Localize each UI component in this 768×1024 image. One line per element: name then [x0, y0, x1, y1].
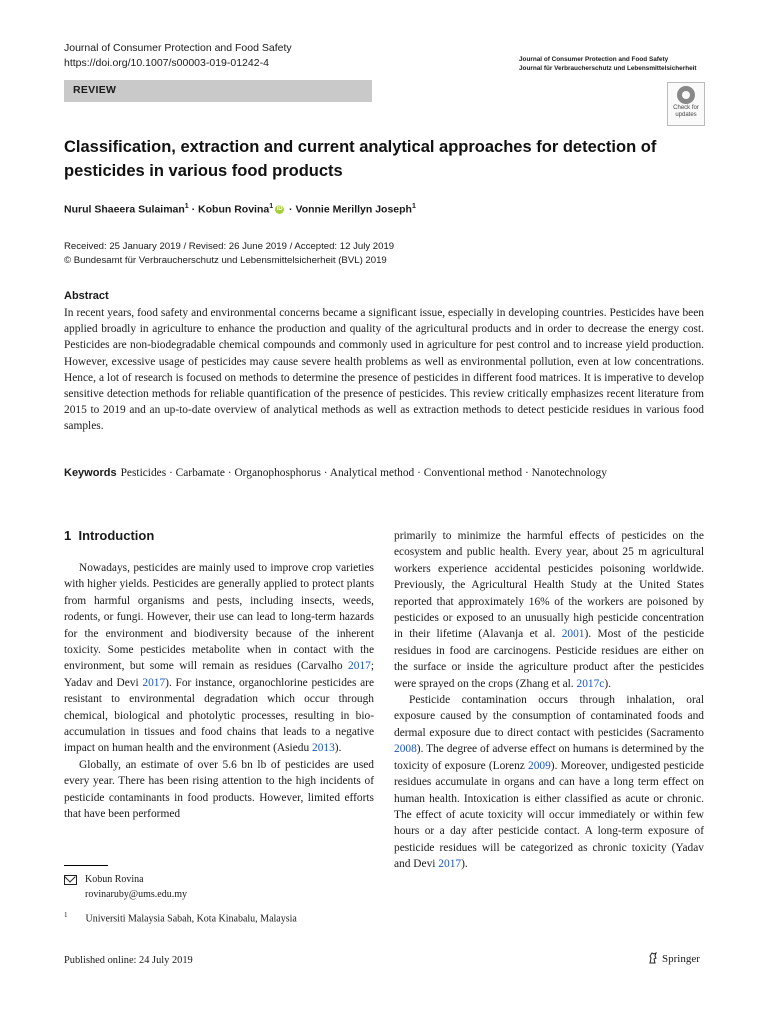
citation-link[interactable]: 2017: [142, 676, 166, 689]
paragraph: Nowadays, pesticides are mainly used to improve crop varieties with higher yields. Pesticides are generally applied to protect plants from harmful organisms and pests, including insects, weeds, rodents, or fungi. However, their use can lead to long-term hazards for the environment and biodiversity because of the inherent toxicity. Some pesticides metabolite when in contact with the environment, but some will remain as residues (Carvalho 2017; Yadav and Devi 2017). For instance, organochlorine pesticides are resistant to environmental degradation which occur through chemical, biological and photolytic processes, resulting in bio-accumulation in tissues and food chains that leads to a negative impact on human health and the environment (Asiedu 2013).: [64, 562, 375, 755]
citation-link[interactable]: 2017: [438, 858, 462, 871]
check-for-updates-badge[interactable]: [667, 82, 705, 126]
author-name[interactable]: Vonnie Merillyn Joseph: [295, 203, 412, 216]
author-list: [64, 203, 416, 216]
author-name[interactable]: Kobun Rovina: [198, 203, 270, 216]
affiliation-marker: 1: [269, 203, 274, 210]
author-separator: ·: [286, 203, 296, 216]
journal-header-right: [519, 55, 697, 73]
article-history: Received: 25 January 2019 / Revised: 26 June 2019 / Accepted: 12 July 2019: [64, 241, 395, 252]
published-online: Published online: 24 July 2019: [64, 955, 193, 966]
article-dates: [64, 240, 394, 268]
crossmark-icon: [677, 86, 695, 104]
journal-header-line1: Journal of Consumer Protection and Food Safety: [519, 56, 669, 63]
doi-link[interactable]: https://doi.org/10.1007/s00003-019-01242-4: [64, 57, 269, 69]
keywords-list: Pesticides · Carbamate · Organophosphorus · Analytical method · Conventional method · Nanotechnology: [120, 467, 607, 479]
paragraph: primarily to minimize the harmful effects of pesticides on the ecosystem and public health. Every year, about 25 m agricultural workers experience accidental pesticides poisoning worldwide. Previously, the Agricultural Health Study at the United States reported that approximately 16% of the workers are poisoned by pesticides or exposed to an unusually high pesticide concentration in their lifetime (Alavanja et al. 2001). Most of the pesticide residues in food are carcinogens. Pesticide residues are either on the surface or inside the agriculture product after the pesticides were sprayed on the crops (Zhang et al. 2017c).: [394, 530, 704, 690]
citation-link[interactable]: 2017: [348, 660, 371, 673]
journal-info: [64, 41, 292, 71]
citation-link[interactable]: 2008: [394, 743, 417, 756]
keywords: [64, 467, 607, 479]
author-separator: ·: [188, 203, 199, 216]
affiliation-marker: 1: [411, 203, 416, 210]
affiliation-number: 1: [64, 911, 68, 919]
affiliation-text: Universiti Malaysia Sabah, Kota Kinabalu, Malaysia: [85, 913, 297, 925]
section-heading: [64, 528, 154, 543]
corresponding-author-name: Kobun Rovina: [85, 874, 144, 885]
paragraph: Pesticide contamination occurs through inhalation, oral exposure caused by the consumption of contaminated foods and dermal exposure due to direct contact with pesticides (Sacramento 2008). The degree of adverse effect on humans is determined by the toxicity of exposure (Lorenz 2009). Moreover, undigested pesticide residues accumulate in organs and can have a long term effect on human health. Intoxication is either classified as acute or chronic. The effect of acute toxicity will occur immediately or within few hours or a day after pesticide contact. A long-term exposure of pesticide residues will be categorized as chronic toxicity (Yadav and Devi 2017).: [394, 694, 704, 871]
footnote-divider: [64, 865, 108, 866]
article-type-label: REVIEW: [73, 84, 117, 96]
crossmark-line2: updates: [675, 112, 697, 118]
paragraph: Globally, an estimate of over 5.6 bn lb of pesticides are used every year. There has been rising attention to the high incidents of pesticide contaminants in food products. However, limited efforts that have been performed: [64, 758, 374, 821]
publisher-logo: [648, 952, 700, 965]
article-title: Classification, extraction and current analytical approaches for detection of pesticides in various food products: [64, 138, 657, 180]
body-column-left: [64, 560, 374, 823]
citation-link[interactable]: 2001: [561, 628, 585, 641]
abstract-heading: Abstract: [64, 290, 109, 302]
section-title: Introduction: [78, 528, 155, 543]
publisher-name: Springer: [662, 953, 700, 965]
affiliation-marker: 1: [184, 203, 189, 210]
journal-name: Journal of Consumer Protection and Food Safety: [64, 42, 292, 54]
citation-link[interactable]: 2009: [528, 759, 551, 772]
citation-link[interactable]: 2013: [312, 742, 335, 755]
citation-link[interactable]: 2017c: [576, 677, 605, 690]
section-number: 1: [64, 528, 72, 543]
article-type-bar: [64, 80, 372, 102]
body-column-right: [394, 528, 704, 873]
keywords-heading: Keywords: [64, 467, 117, 479]
corresponding-author-email[interactable]: rovinaruby@ums.edu.my: [85, 889, 187, 900]
envelope-icon: [64, 875, 77, 885]
author-name[interactable]: Nurul Shaeera Sulaiman: [64, 203, 185, 216]
corresponding-author: [64, 872, 187, 902]
abstract-text: In recent years, food safety and environmental concerns became a significant issue, especially in developing countries. Pesticides have been applied broadly in agriculture to enhance the production and quality of the agricultural products and in order to decrease the energy cost. Pesticides are non-biodegradable chemical compounds and commonly used in agriculture for pest control and to increase yield production. However, excessive usage of pesticides may cause severe health problems as well as environmental pollution, even at low concentrations. Hence, a lot of research is focused on methods to determine the presence of pesticides in different food matrices. It is imperative to develop sensitive detection methods for reliable quantification of the presence of pesticides. This review critically emphasizes recent literature from 2015 to 2019 and an up-to-date overview of analytical methods as well as extraction methods to detect pesticide residues in various food samples.: [64, 307, 704, 433]
crossmark-line1: Check for: [673, 105, 699, 111]
journal-header-line2: Journal für Verbraucherschutz und Lebensmittelsicherheit: [519, 65, 697, 72]
orcid-icon[interactable]: iD: [276, 206, 283, 213]
affiliation: [64, 911, 297, 924]
springer-horse-icon: [648, 952, 658, 964]
copyright-line: © Bundesamt für Verbraucherschutz und Lebensmittelsicherheit (BVL) 2019: [64, 255, 387, 266]
